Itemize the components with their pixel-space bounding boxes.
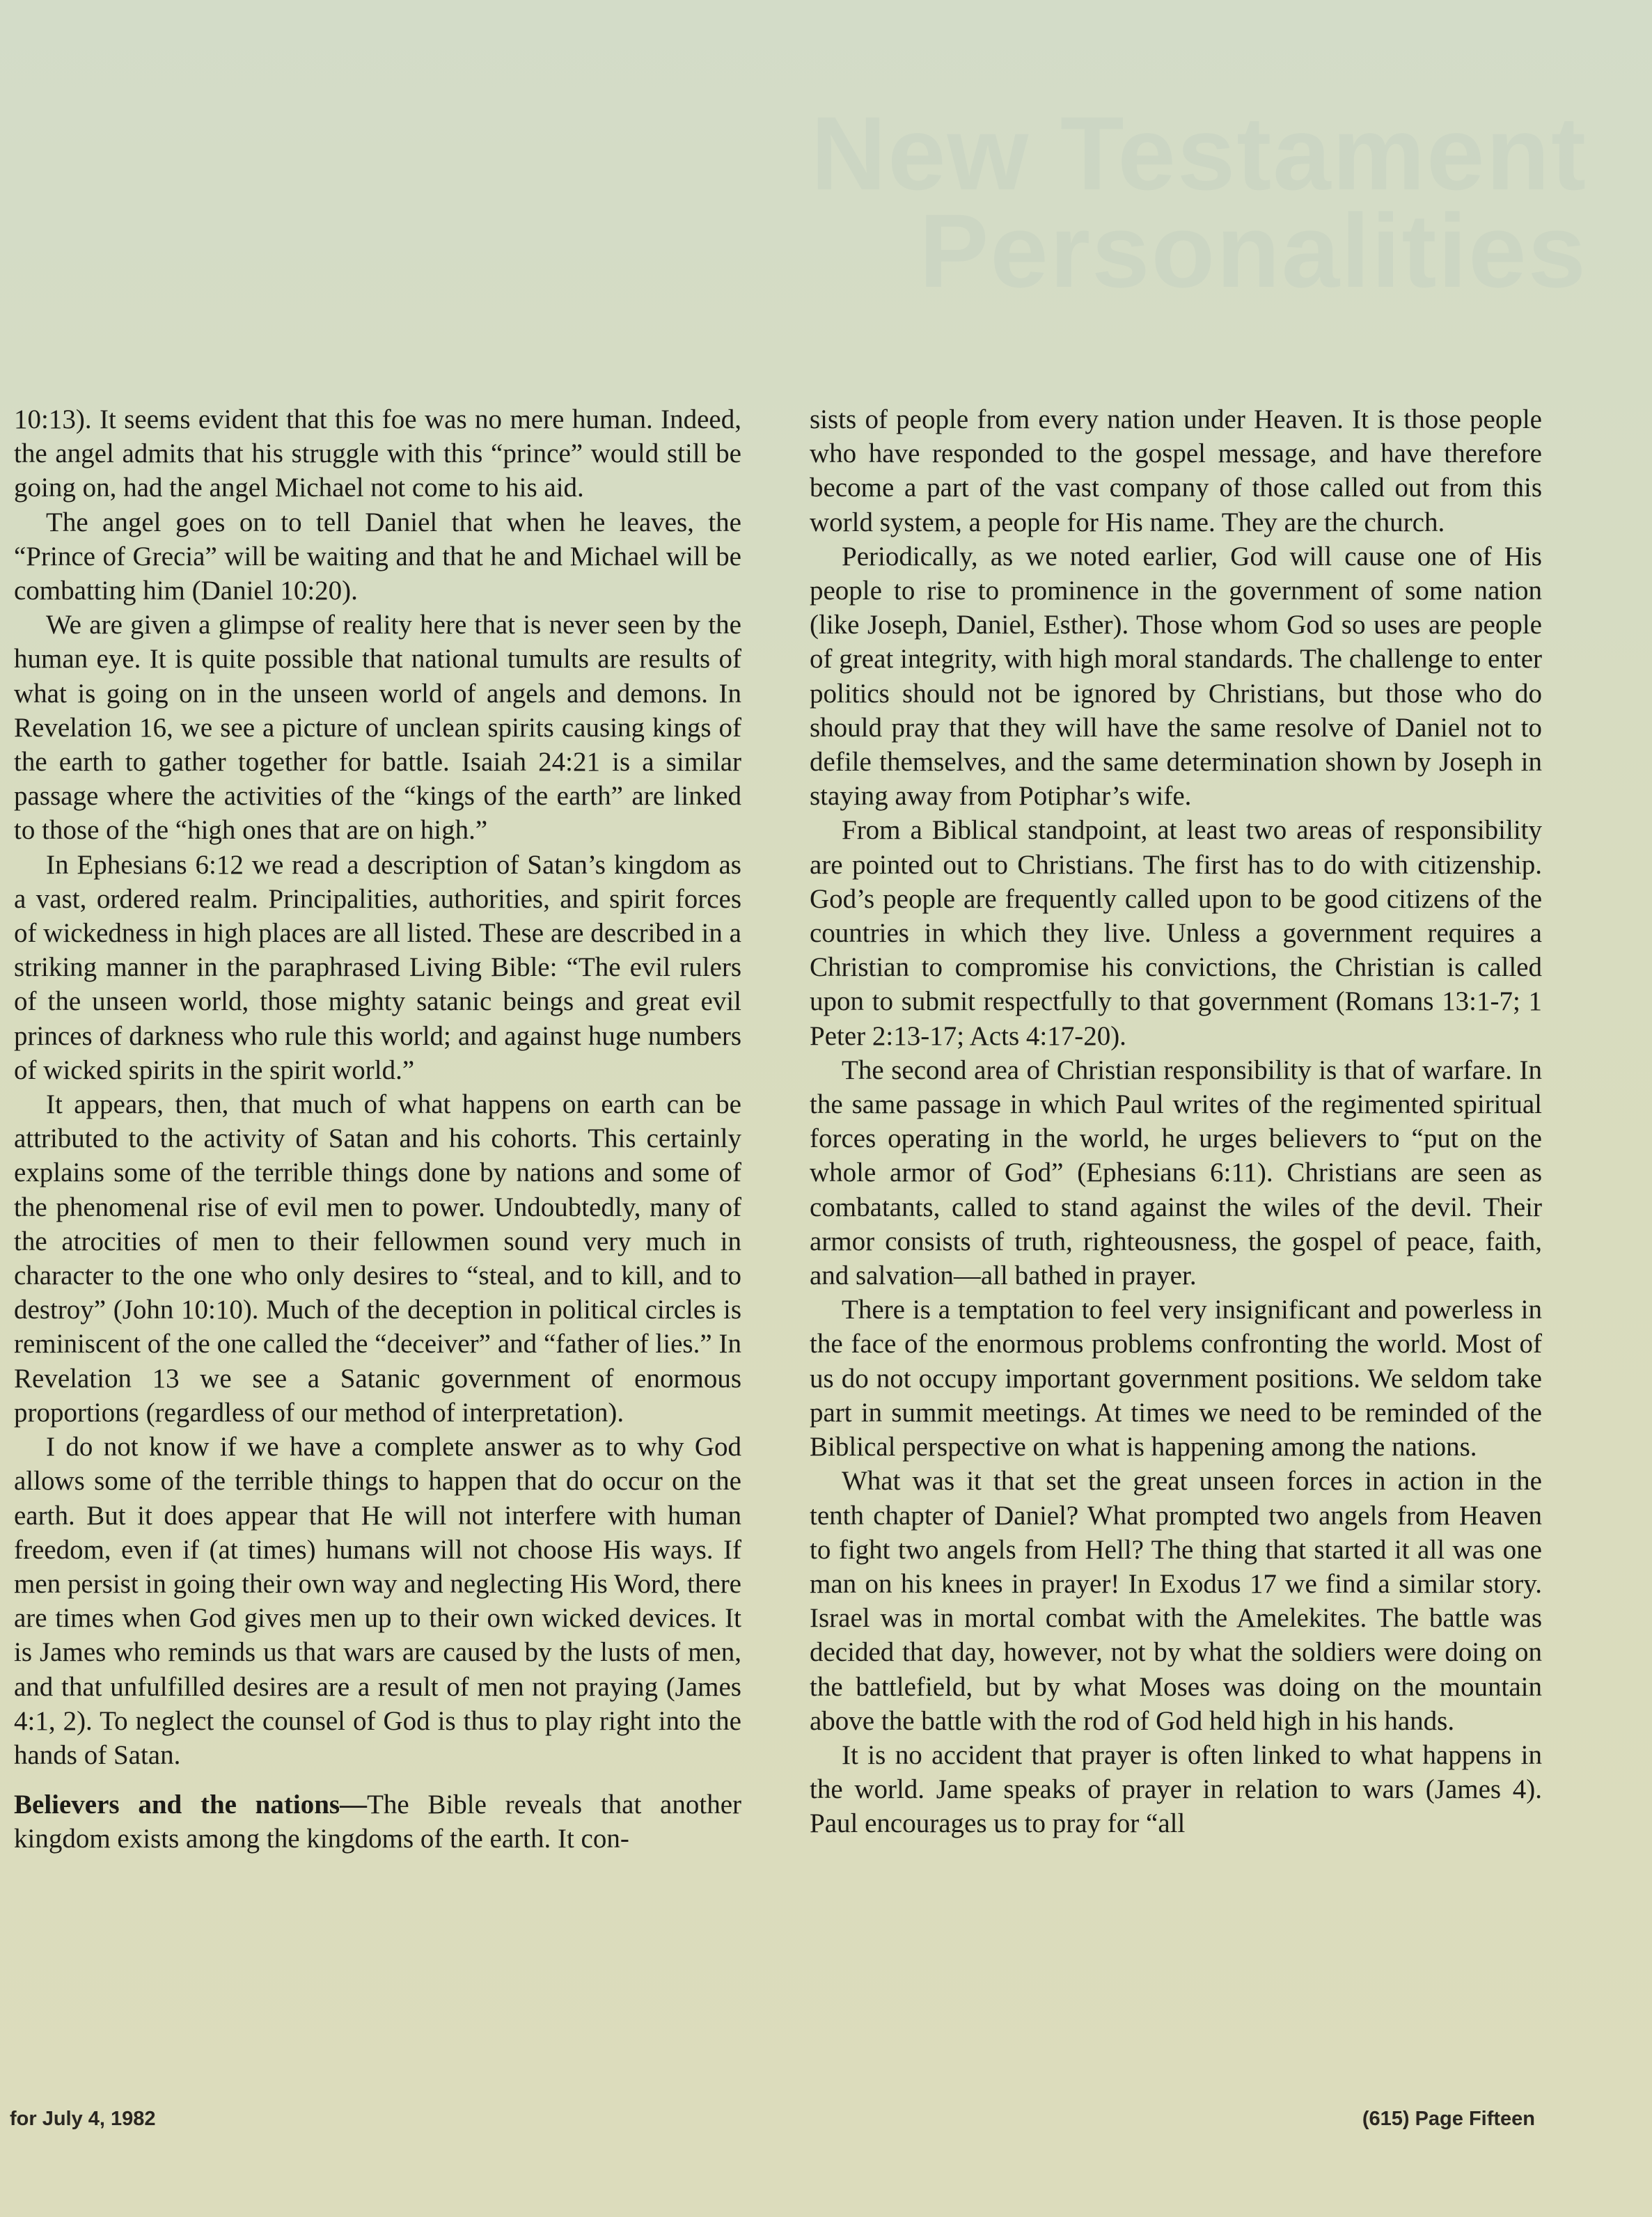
paragraph: In Ephesians 6:12 we read a description of Satan’s kingdom as a vast, ordered realm. Principalities, authorities, and spirit forces of wickedness in high places are all listed. These are described in a striking manner in the paraphrased Living Bible: “The evil rulers of the unseen world, those mighty satanic beings and great evil princes of darkness who rule this world; and against huge numbers of wicked spirits in the spirit world.” — [14, 849, 741, 1085]
left-column — [14, 402, 741, 1856]
right-column — [810, 402, 1542, 1841]
paragraph: The angel goes on to tell Daniel that when he leaves, the “Prince of Grecia” will be waiting and that he and Michael will be combatting him (Daniel 10:20). — [14, 507, 741, 606]
footer-date: for July 4, 1982 — [10, 2108, 156, 2130]
paragraph: sists of people from every nation under Heaven. It is those people who have responded to the gospel message, and have therefore become a part of the vast company of those called out from this world system, a people for His name. They are the church. — [810, 404, 1542, 537]
faded-article-title — [230, 95, 1587, 313]
paragraph: It appears, then, that much of what happens on earth can be attributed to the activity of Satan and his cohorts. This certainly explains some of the terrible things done by nations and some of the phenomenal rise of evil men to power. Undoubtedly, many of the atrocities of men to their fellowmen sound very much in character to the one who only desires to “steal, and to kill, and to destroy” (John 10:10). Much of the deception in political circles is reminiscent of the one called the “deceiver” and “father of lies.” In Revelation 13 we see a Satanic government of enormous proportions (regardless of our method of interpretation). — [14, 1089, 741, 1428]
paragraph: The second area of Christian responsibility is that of warfare. In the same passage in which Paul writes of the regimented spiritual forces operating in the world, he urges believers to “put on the whole armor of God” (Ephesians 6:11). Christians are seen as combatants, called to stand against the wiles of the devil. Their armor consists of truth, righteousness, the gospel of peace, faith, and salvation—all bathed in prayer. — [810, 1055, 1542, 1291]
faded-title-line-1: New Testament — [810, 95, 1587, 212]
faded-title-line-2: Personalities — [919, 192, 1587, 309]
paragraph: We are given a glimpse of reality here that is never seen by the human eye. It is quite possible that national tumults are results of what is going on in the unseen world of angels and demons. In Revelation 16, we see a picture of unclean spirits causing kings of the earth to gather together for battle. Isaiah 24:21 is a similar passage where the activities of the “kings of the earth” are linked to those of the “high ones that are on high.” — [14, 610, 741, 846]
section-text: The Bible reveals that another kingdom exists among the kingdoms of the earth. It con- — [14, 1790, 741, 1854]
paragraph: 10:13). It seems evident that this foe was no mere human. Indeed, the angel admits that his struggle with this “prince” would still be going on, had the angel Michael not come to his aid. — [14, 404, 741, 503]
paragraph: I do not know if we have a complete answer as to why God allows some of the terrible things to happen that do occur on the earth. But it does appear that He will not interfere with human freedom, even if (at times) humans will not choose His ways. If men persist in going their own way and neglecting His Word, there are times when God gives men up to their own wicked devices. It is James who reminds us that wars are caused by the lusts of men, and that unfulfilled desires are a result of men not praying (James 4:1, 2). To neglect the counsel of God is thus to play right into the hands of Satan. — [14, 1432, 741, 1770]
section-heading: Believers and the nations— — [14, 1790, 368, 1820]
paragraph: There is a temptation to feel very insignificant and powerless in the face of the enormous problems confronting the world. Most of us do not occupy important government positions. We seldom take part in summit meetings. At times we need to be reminded of the Biblical perspective on what is happening among the nations. — [810, 1295, 1542, 1462]
paragraph: Periodically, as we noted earlier, God will cause one of His people to rise to prominence in the government of some nation (like Joseph, Daniel, Esther). Those whom God so uses are people of great integrity, with high moral standards. The challenge to enter politics should not be ignored by Christians, but those who do should pray that they will have the same resolve of Daniel not to defile themselves, and the same determination shown by Joseph in staying away from Potiphar’s wife. — [810, 541, 1542, 812]
paragraph: What was it that set the great unseen forces in action in the tenth chapter of Daniel? What prompted two angels from Heaven to fight two angels from Hell? The thing that started it all was one man on his knees in prayer! In Exodus 17 we find a similar story. Israel was in mortal combat with the Amelekites. The battle was decided that day, however, not by what the soldiers were doing on the battlefield, but by what Moses was doing on the mountain above the battle with the rod of God held high in his hands. — [810, 1466, 1542, 1736]
footer-page-number: (615) Page Fifteen — [1362, 2108, 1535, 2130]
paragraph: From a Biblical standpoint, at least two areas of responsibility are pointed out to Christians. The first has to do with citizenship. God’s people are frequently called upon to be good citizens of the countries in which they live. Unless a government requires a Christian to compromise his convictions, the Christian is called upon to submit respectfully to that government (Romans 13:1-7; 1 Peter 2:13-17; Acts 4:17-20). — [810, 815, 1542, 1051]
section-paragraph — [14, 1788, 741, 1856]
paragraph: It is no accident that prayer is often linked to what happens in the world. Jame speaks of prayer in relation to wars (James 4). Paul encourages us to pray for “all — [810, 1739, 1542, 1839]
